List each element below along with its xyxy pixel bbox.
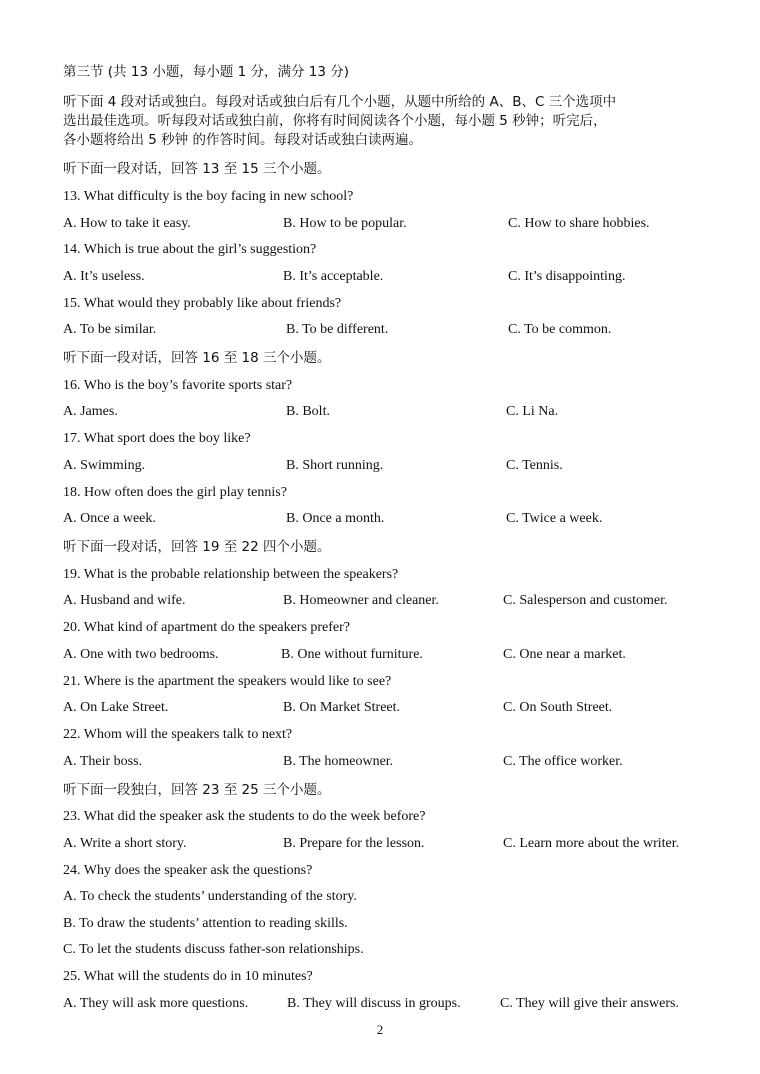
question-13: 13. What difficulty is the boy facing in new school? <box>63 189 354 204</box>
option-15-a: A. To be similar. <box>63 322 157 337</box>
option-19-a: A. Husband and wife. <box>63 593 186 608</box>
option-17-b: B. Short running. <box>286 458 384 473</box>
question-19: 19. What is the probable relationship between the speakers? <box>63 567 399 582</box>
question-24: 24. Why does the speaker ask the questions? <box>63 863 313 878</box>
group-heading-16-18: 听下面一段对话，回答 16 至 18 三个小题。 <box>63 350 331 366</box>
option-25-c: C. They will give their answers. <box>500 996 679 1011</box>
option-22-c: C. The office worker. <box>503 754 623 769</box>
question-21: 21. Where is the apartment the speakers would like to see? <box>63 674 392 689</box>
question-25: 25. What will the students do in 10 minutes? <box>63 969 313 984</box>
question-17: 17. What sport does the boy like? <box>63 431 251 446</box>
instructions-line-3: 各小题将给出 5 秒钟 的作答时间。每段对话或独白读两遍。 <box>63 132 422 148</box>
option-14-a: A. It’s useless. <box>63 269 145 284</box>
option-13-c: C. How to share hobbies. <box>508 216 650 231</box>
option-22-b: B. The homeowner. <box>283 754 394 769</box>
option-17-c: C. Tennis. <box>506 458 563 473</box>
option-20-a: A. One with two bedrooms. <box>63 647 219 662</box>
page-number: 2 <box>376 1022 384 1037</box>
group-heading-23-25: 听下面一段独白，回答 23 至 25 三个小题。 <box>63 782 331 798</box>
instructions-line-1: 听下面 4 段对话或独白。每段对话或独白后有几个小题，从题中所给的 A、B、C 三个选项中 <box>63 94 617 110</box>
option-20-b: B. One without furniture. <box>281 647 423 662</box>
instructions-line-2: 选出最佳选项。听每段对话或独白前，你将有时间阅读各个小题，每小题 5 秒钟；听完后， <box>63 113 607 129</box>
option-17-a: A. Swimming. <box>63 458 146 473</box>
option-16-a: A. James. <box>63 404 118 419</box>
option-14-c: C. It’s disappointing. <box>508 269 626 284</box>
option-21-c: C. On South Street. <box>503 700 613 715</box>
question-18: 18. How often does the girl play tennis? <box>63 485 287 500</box>
group-heading-19-22: 听下面一段对话，回答 19 至 22 四个小题。 <box>63 539 331 555</box>
option-18-a: A. Once a week. <box>63 511 156 526</box>
question-16: 16. Who is the boy’s favorite sports star? <box>63 378 293 393</box>
option-14-b: B. It’s acceptable. <box>283 269 384 284</box>
group-heading-13-15: 听下面一段对话，回答 13 至 15 三个小题。 <box>63 161 331 177</box>
option-23-b: B. Prepare for the lesson. <box>283 836 425 851</box>
option-25-b: B. They will discuss in groups. <box>287 996 461 1011</box>
question-23: 23. What did the speaker ask the students to do the week before? <box>63 809 426 824</box>
option-24-b: B. To draw the students’ attention to reading skills. <box>63 916 348 931</box>
option-19-c: C. Salesperson and customer. <box>503 593 668 608</box>
question-14: 14. Which is true about the girl’s suggestion? <box>63 242 317 257</box>
question-15: 15. What would they probably like about friends? <box>63 296 342 311</box>
option-18-b: B. Once a month. <box>286 511 385 526</box>
option-15-c: C. To be common. <box>508 322 612 337</box>
option-16-c: C. Li Na. <box>506 404 559 419</box>
option-24-c: C. To let the students discuss father-son relationships. <box>63 942 364 957</box>
option-16-b: B. Bolt. <box>286 404 330 419</box>
option-21-b: B. On Market Street. <box>283 700 401 715</box>
option-25-a: A. They will ask more questions. <box>63 996 249 1011</box>
option-13-b: B. How to be popular. <box>283 216 407 231</box>
question-20: 20. What kind of apartment do the speakers prefer? <box>63 620 351 635</box>
option-22-a: A. Their boss. <box>63 754 143 769</box>
option-18-c: C. Twice a week. <box>506 511 603 526</box>
option-21-a: A. On Lake Street. <box>63 700 169 715</box>
question-22: 22. Whom will the speakers talk to next? <box>63 727 293 742</box>
section-title: 第三节 (共 13 小题，每小题 1 分，满分 13 分) <box>63 64 350 80</box>
option-20-c: C. One near a market. <box>503 647 626 662</box>
option-24-a: A. To check the students’ understanding of the story. <box>63 889 357 904</box>
option-23-c: C. Learn more about the writer. <box>503 836 680 851</box>
option-13-a: A. How to take it easy. <box>63 216 191 231</box>
option-15-b: B. To be different. <box>286 322 389 337</box>
option-19-b: B. Homeowner and cleaner. <box>283 593 439 608</box>
option-23-a: A. Write a short story. <box>63 836 187 851</box>
